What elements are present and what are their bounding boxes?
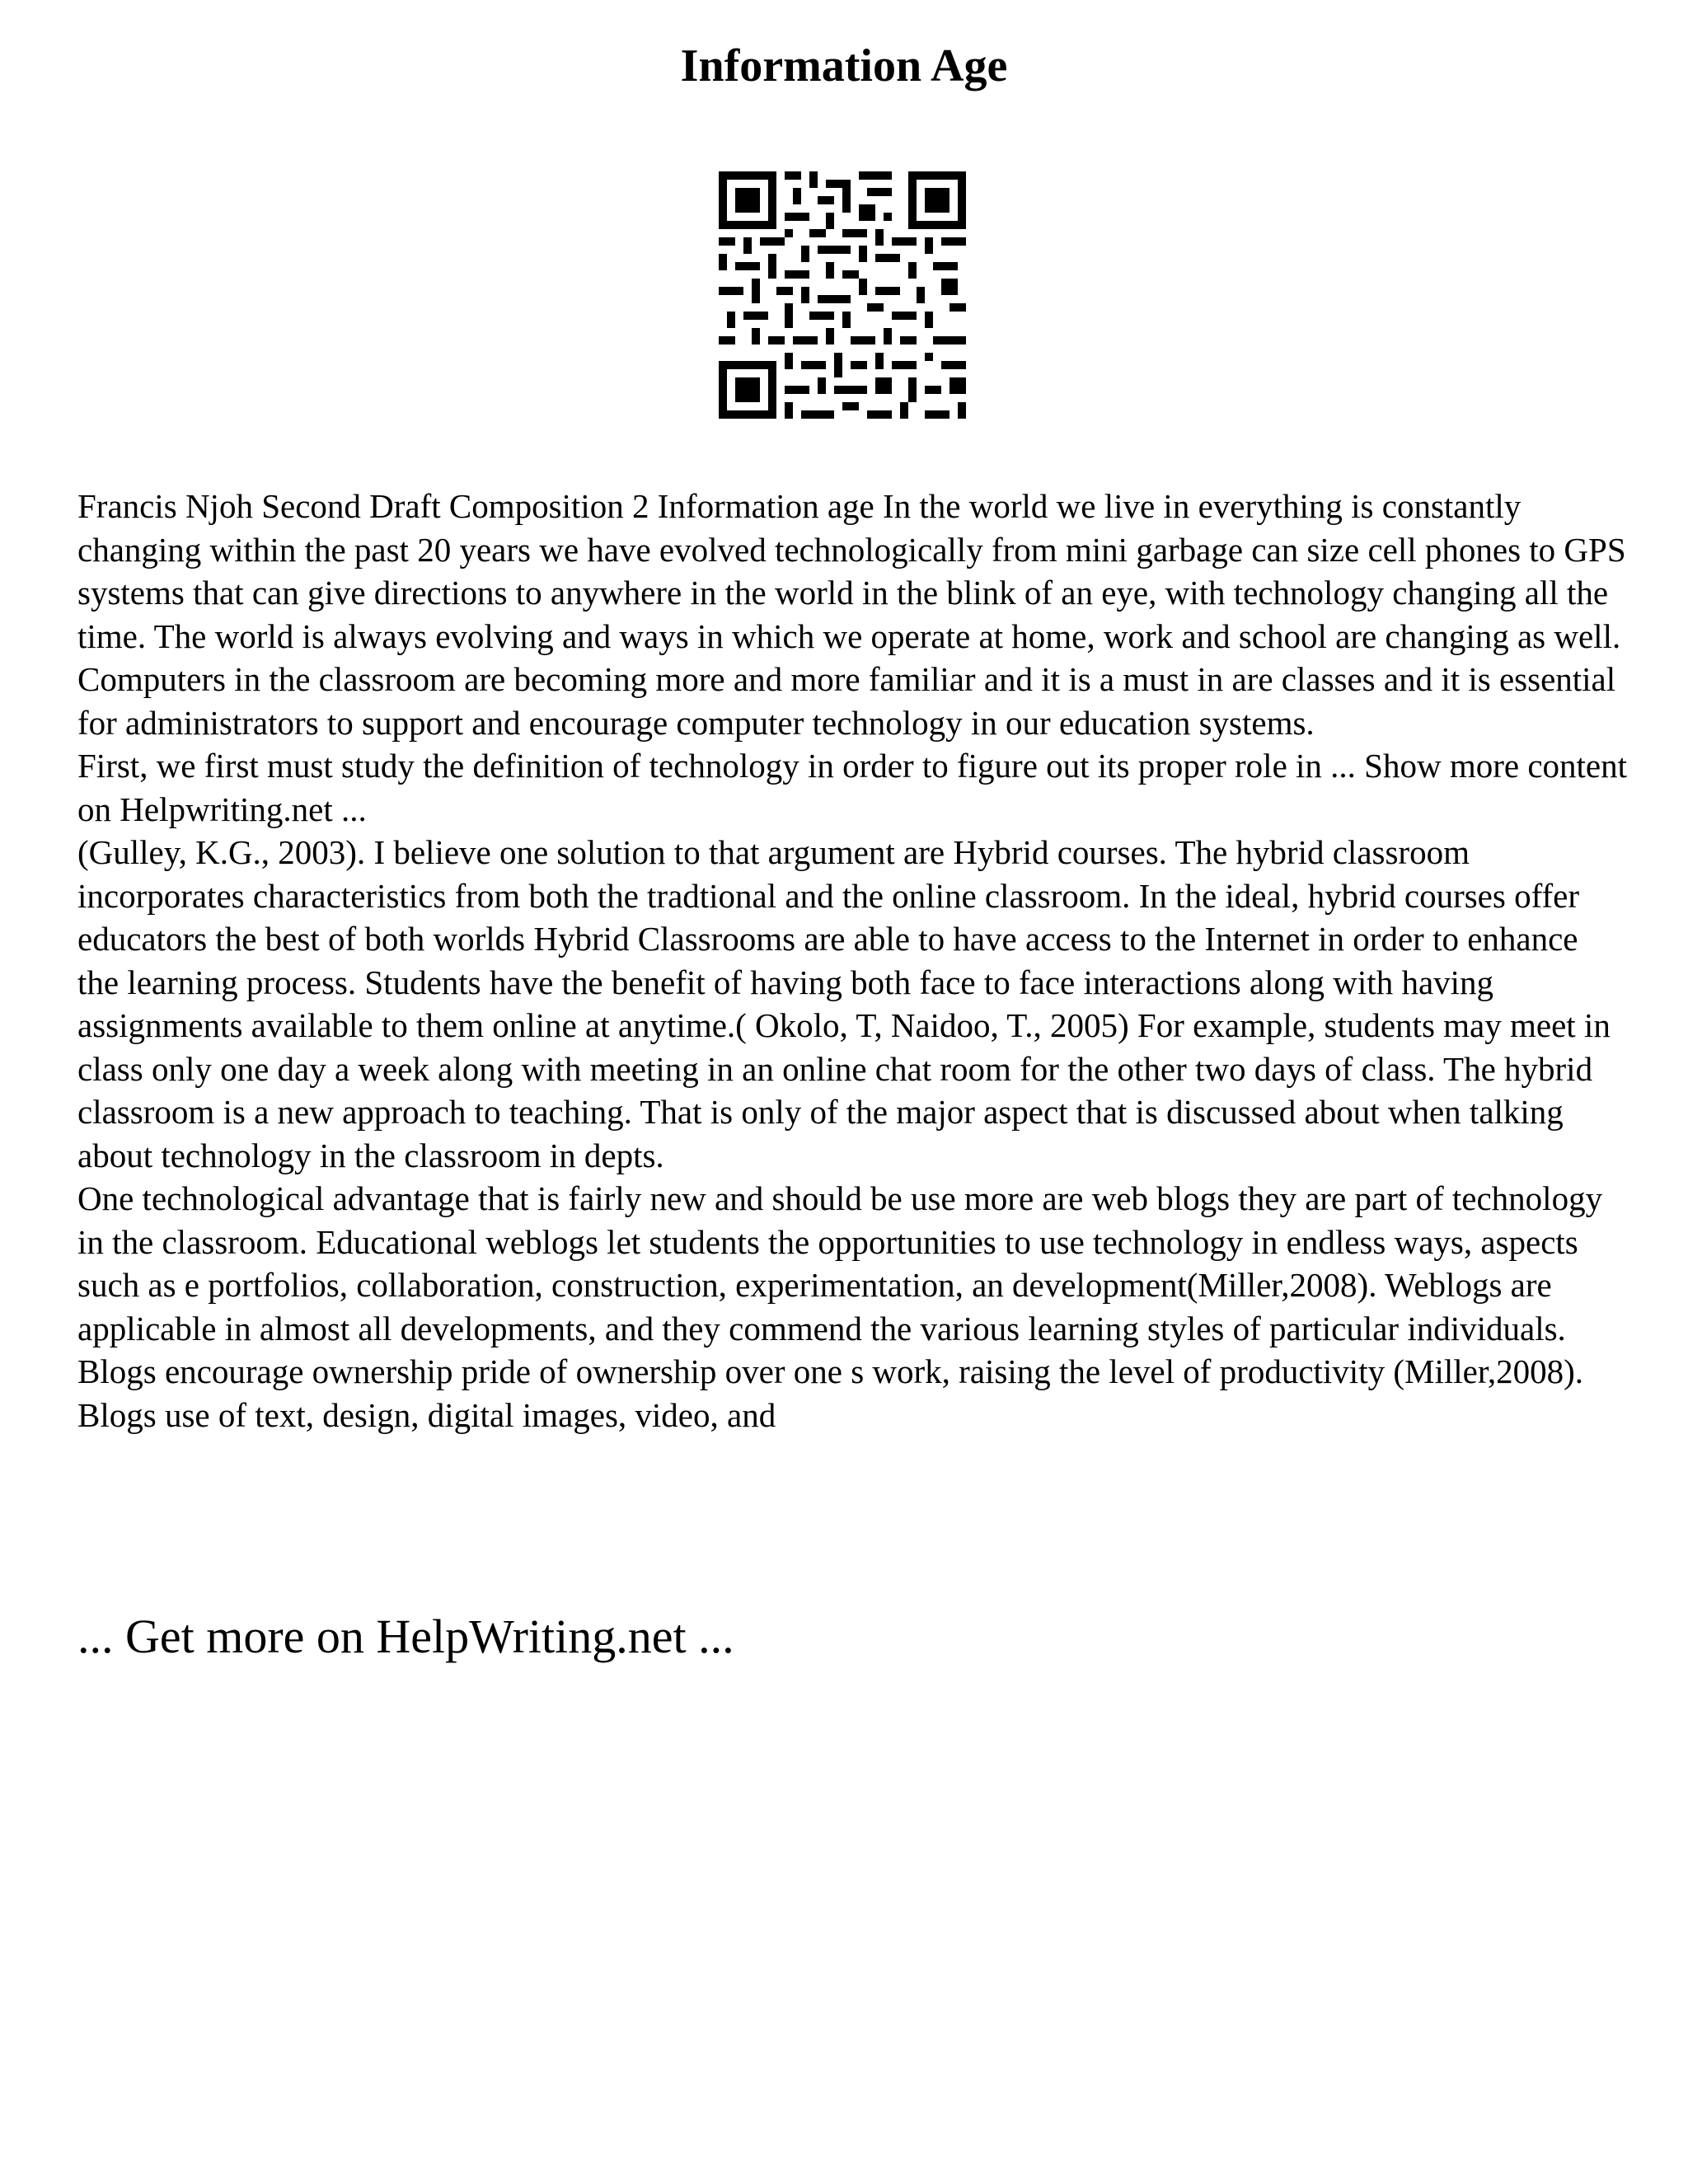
paragraph: First, we first must study the definition of technology in order to figure out its proper role in ... Show more content on Helpwriting.net ... bbox=[77, 747, 1627, 828]
page-title: Information Age bbox=[680, 40, 1008, 91]
paragraph: Francis Njoh Second Draft Composition 2 Information age In the world we live in everything is constantly changing within the past 20 years we have evolved technologically from mini garbage can size cell phones to GPS systems that can give directions to anywhere in the world in the blink of an eye, with technology changing all the time. The world is always evolving and ways in which we operate at home, work and school are changing as well. Computers in the classroom are becoming more and more familiar and it is a must in are classes and it is essential for administrators to support and encourage computer technology in our education systems. bbox=[77, 487, 1626, 742]
qr-code-icon bbox=[719, 171, 966, 419]
paragraph: (Gulley, K.G., 2003). I believe one solution to that argument are Hybrid courses. The hybrid classroom incorporates characteristics from both the tradtional and the online classroom. In the ideal, hybrid courses offer educators the best of both worlds Hybrid Classrooms are able to have access to the Internet in order to enhance the learning process. Students have the benefit of having both face to face interactions along with having assignments available to them online at anytime.( Okolo, T, Naidoo, T., 2005) For example, students may meet in class only one day a week along with meeting in an online chat room for the other two days of class. The hybrid classroom is a new approach to teaching. That is only of the major aspect that is discussed about when talking about technology in the classroom in depts. bbox=[77, 833, 1611, 1174]
article-body bbox=[77, 485, 1627, 1436]
paragraph: One technological advantage that is fairly new and should be use more are web blogs they are part of technology in the classroom. Educational weblogs let students the opportunities to use technology in endless ways, aspects such as e portfolios, collaboration, construction, experimentation, an development(Miller,2008). Weblogs are applicable in almost all developments, and they commend the various learning styles of particular individuals. Blogs encourage ownership pride of ownership over one s work, raising the level of productivity (Miller,2008). Blogs use of text, design, digital images, video, and bbox=[77, 1179, 1603, 1434]
get-more-link[interactable]: ... Get more on HelpWriting.net ... bbox=[77, 1610, 734, 1663]
